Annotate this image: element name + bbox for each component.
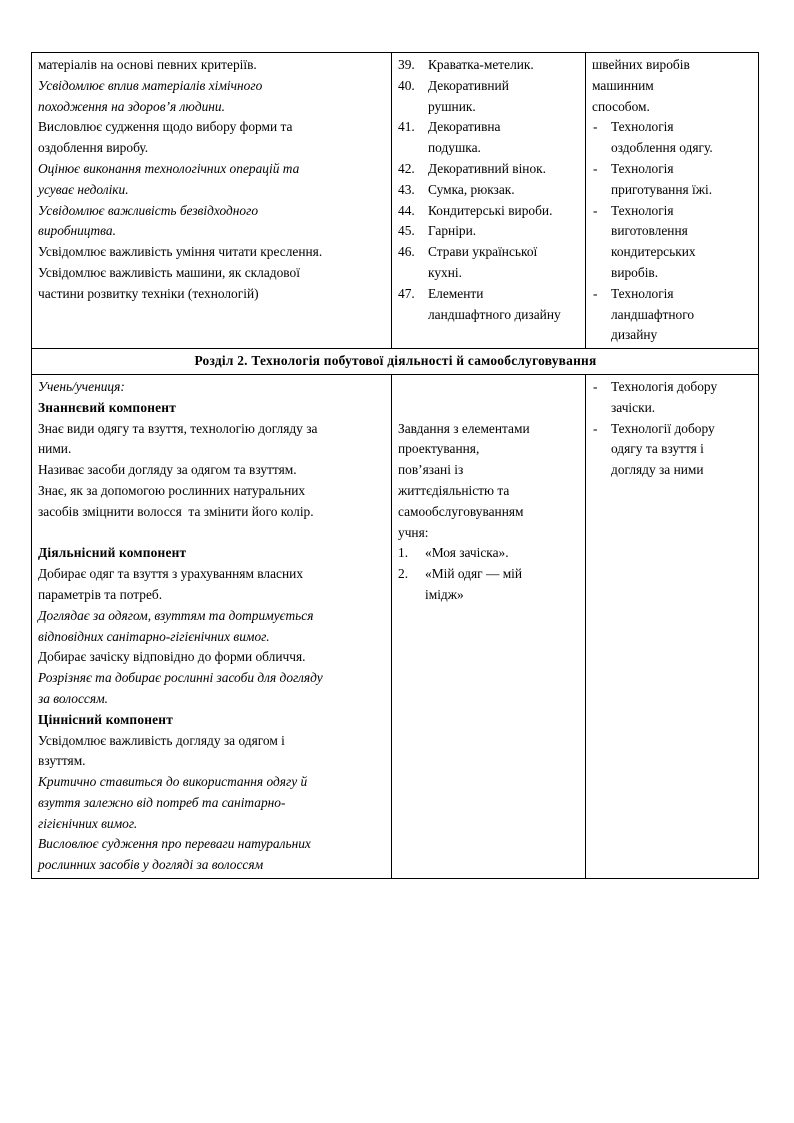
component-heading: Діяльнісний компонент <box>38 545 187 561</box>
list-item <box>592 284 753 346</box>
list-item-number: 45. <box>398 223 415 239</box>
list-item-number: 1. <box>398 545 409 561</box>
table-row-section-header <box>32 349 759 375</box>
dash-icon: - <box>593 160 598 176</box>
outcome-line: походження на здоров’я людини. <box>38 98 225 114</box>
outcome-line: взуттям. <box>38 753 86 769</box>
list-item-number: 44. <box>398 202 415 218</box>
list-item-line: імідж» <box>425 586 464 602</box>
list-item-number: 42. <box>398 160 415 176</box>
list-item <box>398 55 580 76</box>
outcome-line: Усвідомлює важливість безвідходного <box>38 202 259 218</box>
tasks-intro-line: Завдання з елементами <box>398 420 530 436</box>
outcome-line: Усвідомлює важливість машини, як складової <box>38 264 300 280</box>
list-item-line: «Моя зачіска». <box>425 545 509 561</box>
outcome-line: Розрізняє та добирає рослинні засоби для догляду <box>38 670 323 686</box>
list-item-line: Декоративний вінок. <box>428 160 546 176</box>
project-list <box>398 55 580 325</box>
outcome-line: гігієнічних вимог. <box>38 815 138 831</box>
list-item-number: 47. <box>398 285 415 301</box>
outcome-line: Називає засоби догляду за одягом та взуттям. <box>38 462 297 478</box>
list-item <box>398 242 580 284</box>
list-item-line: ландшафтного <box>611 306 695 322</box>
outcome-line: матеріалів на основі певних критеріїв. <box>38 57 257 72</box>
list-item-line: рушник. <box>428 98 476 114</box>
list-item <box>398 180 580 201</box>
topic-continuation-line: способом. <box>592 98 650 114</box>
list-item-number: 41. <box>398 119 415 135</box>
list-item-line: Елементи <box>428 285 484 301</box>
list-item-line: оздоблення одягу. <box>611 140 713 156</box>
list-item <box>592 159 753 201</box>
list-item-line: Технологія добору <box>611 378 718 394</box>
outcome-line: усуває недоліки. <box>38 181 129 197</box>
tasks-intro-line: самообслуговуванням <box>398 503 524 519</box>
dash-icon: - <box>593 420 598 436</box>
list-item-line: Технології добору <box>611 420 715 436</box>
list-item-line: «Мій одяг — мій <box>425 566 523 582</box>
list-item-line: подушка. <box>428 140 481 156</box>
topic-list <box>592 117 753 346</box>
list-item-line: дизайну <box>611 327 658 343</box>
student-label: Учень/учениця: <box>38 378 125 394</box>
list-item-number: 46. <box>398 244 415 260</box>
outcome-line: Знає, як за допомогою рослинних натуральних <box>38 482 306 498</box>
list-item-line: ландшафтного дизайну <box>428 306 561 322</box>
outcome-line: Усвідомлює вплив матеріалів хімічного <box>38 77 263 93</box>
table-row <box>32 374 759 878</box>
outcome-line: взуття залежно від потреб та санітарно- <box>38 794 286 810</box>
table-row <box>32 53 759 349</box>
top-spacer <box>398 377 580 419</box>
list-item <box>592 377 753 419</box>
list-item-line: виробів. <box>611 264 659 280</box>
list-item <box>398 284 580 326</box>
topic-continuation-line: швейних виробів <box>592 57 690 72</box>
dash-icon: - <box>593 119 598 135</box>
topic-continuation-line: машинним <box>592 77 654 93</box>
tasks-intro-line: пов’язані із <box>398 462 464 478</box>
list-item-line: Декоративний <box>428 77 509 93</box>
list-item <box>398 117 580 159</box>
outcome-line: Знає види одягу та взуття, технологію догляду за <box>38 420 318 436</box>
list-item-line: кондитерських <box>611 244 696 260</box>
list-item-line: Краватка-метелик. <box>428 57 534 72</box>
list-item-line: кухні. <box>428 264 462 280</box>
outcome-line: Добирає одяг та взуття з урахуванням власних <box>38 566 304 582</box>
list-item-line: Гарніри. <box>428 223 477 239</box>
project-list <box>398 543 580 605</box>
tasks-intro <box>398 419 580 544</box>
list-item <box>592 117 753 159</box>
list-item-line: Кондитерські вироби. <box>428 202 553 218</box>
list-item <box>398 543 580 564</box>
outcome-line: відповідних санітарно-гігієнічних вимог. <box>38 628 270 644</box>
list-item-number: 39. <box>398 57 415 72</box>
list-item <box>398 76 580 118</box>
cell-content-topics <box>586 374 759 878</box>
cell-projects-tasks <box>392 53 586 349</box>
outcome-line: Висловлює судження щодо вибору форми та <box>38 119 293 135</box>
tasks-intro-line: життєдіяльністю та <box>398 482 510 498</box>
list-item <box>398 201 580 222</box>
outcome-line: Доглядає за одягом, взуттям та дотримується <box>38 607 314 623</box>
list-item <box>592 419 753 481</box>
outcome-line: Добирає зачіску відповідно до форми обличчя. <box>38 649 306 665</box>
outcome-line: засобів зміцнити волосся та змінити його колір. <box>38 503 314 519</box>
topic-continuation <box>592 55 753 117</box>
list-item-line: виготовлення <box>611 223 688 239</box>
list-item-line: зачіски. <box>611 399 656 415</box>
list-item-number: 43. <box>398 181 415 197</box>
outcome-line: за волоссям. <box>38 690 108 706</box>
list-item-line: Технологія <box>611 202 674 218</box>
curriculum-table <box>31 52 759 879</box>
paragraph-spacer <box>38 523 386 544</box>
dash-icon: - <box>593 378 598 394</box>
tasks-intro-line: учня: <box>398 524 429 540</box>
cell-expected-outcomes <box>32 374 392 878</box>
component-heading: Ціннісний компонент <box>38 711 173 727</box>
list-item-number: 2. <box>398 566 409 582</box>
outcome-line: параметрів та потреб. <box>38 586 163 602</box>
cell-expected-outcomes <box>32 53 392 349</box>
list-item-line: Декоративна <box>428 119 501 135</box>
outcome-line: Висловлює судження про переваги натуральних <box>38 836 311 852</box>
tasks-intro-line: проектування, <box>398 441 480 457</box>
list-item-line: Сумка, рюкзак. <box>428 181 515 197</box>
outcome-line: Критично ставиться до використання одягу й <box>38 774 308 790</box>
component-heading: Знаннєвий компонент <box>38 399 176 415</box>
list-item-line: Технологія <box>611 285 674 301</box>
outcome-line: Оцінює виконання технологічних операцій та <box>38 160 300 176</box>
outcome-line: частини розвитку техніки (технологій) <box>38 285 259 301</box>
dash-icon: - <box>593 285 598 301</box>
section-title: Розділ 2. Технологія побутової діяльності й самообслуговування <box>32 349 759 375</box>
list-item <box>398 221 580 242</box>
list-item-line: одягу та взуття і <box>611 441 704 457</box>
outcome-line: рослинних засобів у догляді за волоссям <box>38 857 264 873</box>
list-item <box>398 159 580 180</box>
list-item-line: Технологія <box>611 119 674 135</box>
dash-icon: - <box>593 202 598 218</box>
outcome-line: ними. <box>38 441 72 457</box>
list-item-line: догляду за ними <box>611 462 704 478</box>
list-item <box>592 201 753 284</box>
outcome-line: Усвідомлює важливість догляду за одягом і <box>38 732 285 748</box>
outcome-line: виробництва. <box>38 223 116 239</box>
curriculum-table-wrapper <box>31 52 758 879</box>
outcome-line: Усвідомлює важливість уміння читати креслення. <box>38 244 323 260</box>
list-item-line: Страви української <box>428 244 538 260</box>
outcome-line: оздоблення виробу. <box>38 140 149 156</box>
list-item-number: 40. <box>398 77 415 93</box>
list-item-line: приготування їжі. <box>611 181 713 197</box>
list-item-line: Технологія <box>611 160 674 176</box>
cell-projects-tasks <box>392 374 586 878</box>
cell-content-topics <box>586 53 759 349</box>
list-item <box>398 564 580 606</box>
topic-list <box>592 377 753 481</box>
